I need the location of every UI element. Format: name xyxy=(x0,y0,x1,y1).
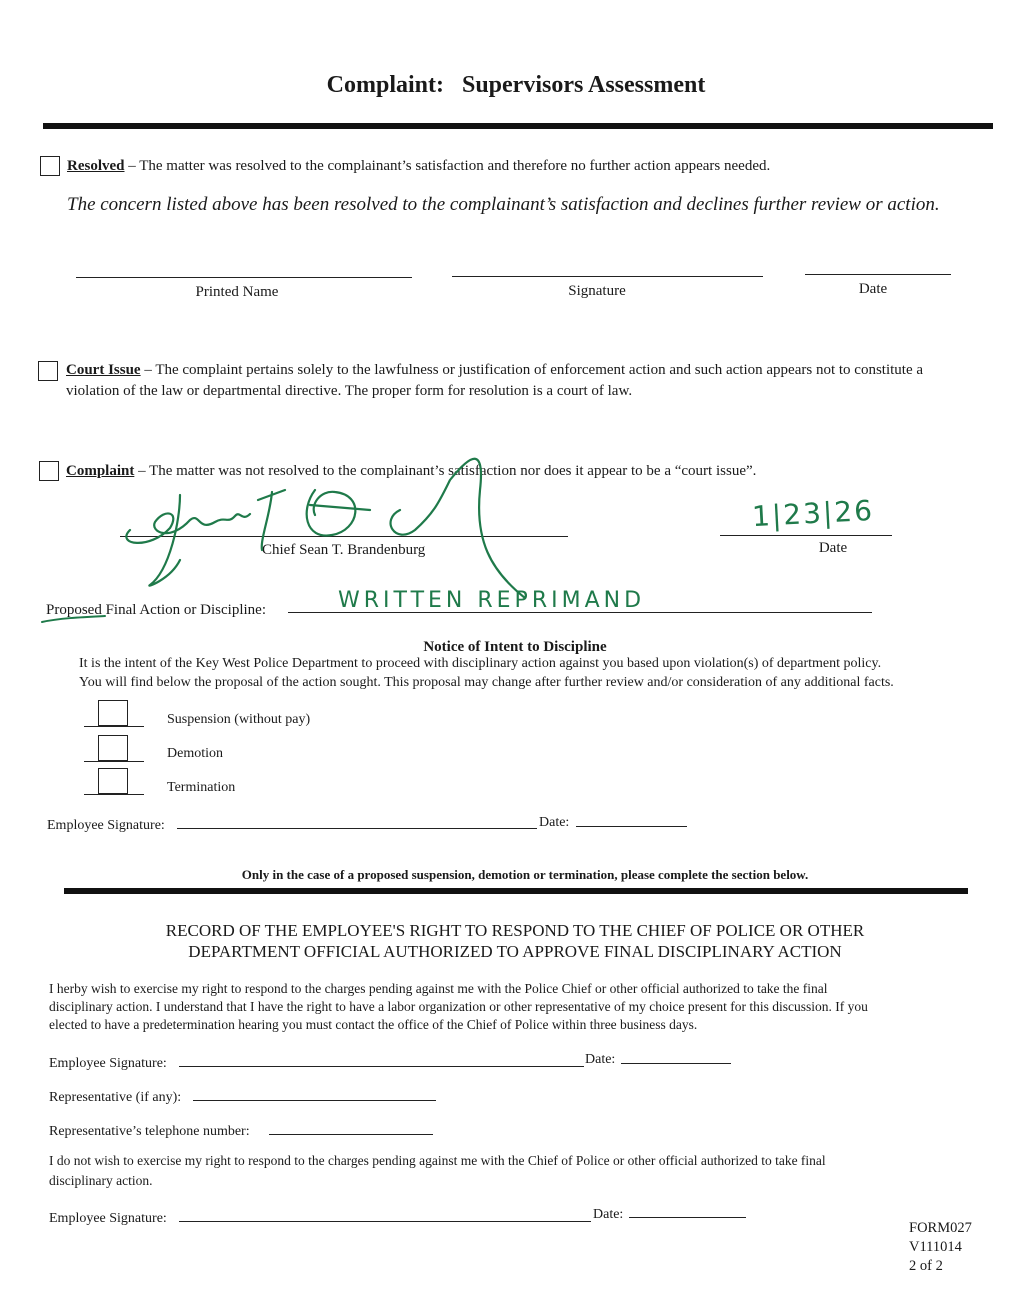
demotion-checkbox[interactable] xyxy=(98,735,128,761)
representative-label: Representative (if any): xyxy=(49,1090,182,1105)
resolved-text xyxy=(67,156,1007,176)
court-issue-text xyxy=(66,360,1016,380)
date-label: Date xyxy=(858,281,888,297)
demotion-line xyxy=(84,761,144,762)
chief-signature-scribble xyxy=(110,450,590,600)
suspension-checkbox[interactable] xyxy=(98,700,128,726)
complaint-label: Complaint xyxy=(66,463,135,479)
footer-page: 2 of 2 xyxy=(909,1258,943,1274)
record-employee-signature-label: Employee Signature: xyxy=(49,1056,167,1071)
record-date-label-2: Date: xyxy=(593,1207,624,1222)
notice-employee-signature-label: Employee Signature: xyxy=(47,818,165,833)
complaint-checkbox[interactable] xyxy=(39,461,59,481)
record-employee-signature-line[interactable] xyxy=(179,1066,584,1067)
only-case-note: Only in the case of a proposed suspension, demotion or termination, please complete the section below. xyxy=(241,867,809,882)
complaint-description: – The matter was not resolved to the complainant’s satisfaction nor does it appear to be a “court issue”. xyxy=(138,463,757,479)
title-part-2: Supervisors Assessment xyxy=(461,72,706,98)
resolved-label: Resolved xyxy=(67,158,125,174)
representative-line[interactable] xyxy=(193,1100,436,1101)
resolved-statement: The concern listed above has been resolved to the complainant’s satisfaction and declines further review or action. xyxy=(67,194,940,215)
record-para2-line2: disciplinary action. xyxy=(49,1173,153,1188)
footer-form-id: FORM027 xyxy=(909,1220,972,1236)
termination-checkbox[interactable] xyxy=(98,768,128,794)
termination-line xyxy=(84,794,144,795)
court-issue-description-2: violation of the law or departmental directive. The proper form for resolution is a court of law. xyxy=(66,383,633,399)
title-part-1: Complaint: xyxy=(326,72,444,98)
sig-stroke-3 xyxy=(258,490,285,550)
chief-name-label: Chief Sean T. Brandenburg xyxy=(262,542,426,558)
rep-phone-label: Representative’s telephone number: xyxy=(49,1124,250,1139)
proposed-underline-mark xyxy=(40,612,110,626)
notice-heading: Notice of Intent to Discipline xyxy=(423,639,607,655)
printed-name-label: Printed Name xyxy=(195,284,279,300)
form-footer xyxy=(909,1219,972,1276)
resolved-description: – The matter was resolved to the complainant’s satisfaction and therefore no further action appears needed. xyxy=(128,158,771,174)
option-suspension: Suspension (without pay) xyxy=(167,712,311,727)
record-employee-signature-line-2[interactable] xyxy=(179,1221,591,1222)
proposed-handwritten-value: WRITTEN REPRIMAND xyxy=(338,588,646,613)
sig-stroke-4 xyxy=(307,490,356,536)
printed-name-line[interactable] xyxy=(76,277,412,278)
option-termination: Termination xyxy=(167,780,236,795)
record-heading-2: DEPARTMENT OFFICIAL AUTHORIZED TO APPROVE FINAL DISCIPLINARY ACTION xyxy=(188,942,842,961)
chief-date-label: Date xyxy=(818,540,848,556)
record-para1-line3: elected to have a predetermination hearing you must contact the office of the Chief of Police within three business days. xyxy=(49,1017,698,1032)
resolved-checkbox[interactable] xyxy=(40,156,60,176)
sig-stroke-1 xyxy=(126,513,250,542)
notice-employee-signature-line[interactable] xyxy=(177,828,537,829)
court-issue-description: – The complaint pertains solely to the lawfulness or justification of enforcement action and such action appears not to constitute a xyxy=(144,362,924,378)
option-demotion: Demotion xyxy=(167,746,223,761)
record-para1-line1: I herby wish to exercise my right to respond to the charges pending against me with the Police Chief or other official authorized to take the final xyxy=(49,981,828,996)
handwritten-date: 1|23|26 xyxy=(751,493,875,534)
date-line[interactable] xyxy=(805,274,951,275)
record-para1-line2: disciplinary action. I understand that I have the right to have a labor organization or other representative of my choice present for this discussion. If you xyxy=(49,999,868,1014)
notice-date-label: Date: xyxy=(539,815,570,830)
proposed-label: Proposed Final Action or Discipline: xyxy=(46,602,266,618)
suspension-line xyxy=(84,726,144,727)
court-issue-label: Court Issue xyxy=(66,362,141,378)
record-date-label: Date: xyxy=(585,1052,616,1067)
record-para2-line1: I do not wish to exercise my right to respond to the charges pending against me with the Chief of Police or other official authorized to take final xyxy=(49,1153,826,1168)
court-issue-checkbox[interactable] xyxy=(38,361,58,381)
signature-label: Signature xyxy=(568,283,626,299)
notice-line-1: It is the intent of the Key West Police Department to proceed with disciplinary action against you based upon violation(s) of department policy. xyxy=(79,656,882,671)
notice-date-line[interactable] xyxy=(576,826,687,827)
sig-stroke-5 xyxy=(391,459,525,598)
record-date-line-2[interactable] xyxy=(629,1217,746,1218)
record-heading-1: RECORD OF THE EMPLOYEE'S RIGHT TO RESPOND TO THE CHIEF OF POLICE OR OTHER xyxy=(165,921,865,940)
record-employee-signature-label-2: Employee Signature: xyxy=(49,1211,167,1226)
title-rule xyxy=(43,123,993,129)
record-date-line[interactable] xyxy=(621,1063,731,1064)
sig-stroke-6 xyxy=(310,505,370,510)
footer-version: V111014 xyxy=(909,1239,962,1255)
notice-line-2: You will find below the proposal of the action sought. This proposal may change after further review and/or consideration of any additional facts. xyxy=(79,675,894,690)
signature-line[interactable] xyxy=(452,276,763,277)
chief-date-line[interactable] xyxy=(720,535,892,536)
rep-phone-line[interactable] xyxy=(269,1134,433,1135)
page-title xyxy=(0,72,1032,99)
section-rule xyxy=(64,888,968,894)
